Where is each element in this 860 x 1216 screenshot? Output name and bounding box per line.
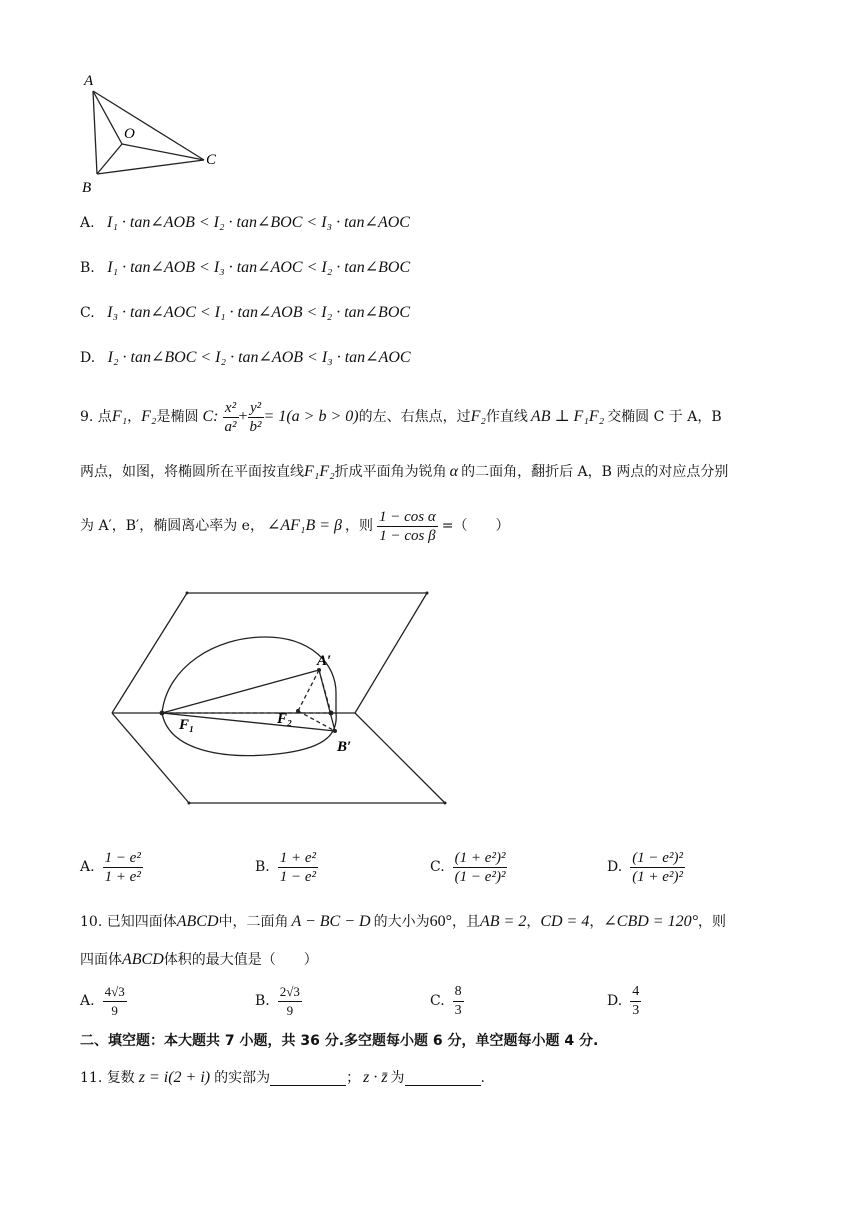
q9-line2: 两点，如图，将椭圆所在平面按直线F₁F₂折成平面角为锐角 α 的二面角，翻折后 A，B 两点的对应点分别 [80, 463, 729, 480]
q8-option-d[interactable]: D. I₂ · tan∠BOC < I₂ · tan∠AOB < I₃ · tan∠AOC [80, 349, 411, 366]
q10-option-a[interactable]: A. $\frac{4√3}{9}$ [80, 983, 125, 1018]
q10-option-c[interactable]: C. $\frac{8}{3}$ [430, 983, 462, 1018]
label-A: A [84, 73, 94, 89]
q9-line1: 9. 点 F₁ ， F₂ 是椭圆 C: $\frac{\text{x²}}{\text{a²}}$ + $\frac{\text{y²}}{\text{b²}}$ = 1(a > b > 0) 的左、右焦点，过 F₂ 作直线 AB ⊥ F₁F₂ 交椭圆 C 于 A，B [80, 399, 722, 435]
q9-line3: 为 A′，B′，椭圆离心率为 e， ∠AF₁B = β ，则 $\frac{\text{1 − cos α}}{\text{1 − cos β}}$ =（ ） [80, 508, 510, 544]
answer-blank-2[interactable] [405, 1071, 481, 1086]
q8-option-b[interactable]: B. I₁ · tan∠AOB < I₃ · tan∠AOC < I₂ · tan∠BOC [80, 259, 411, 276]
label-A-prime: A′ [317, 653, 332, 669]
q10-option-b[interactable]: B. $\frac{2√3}{9}$ [255, 983, 300, 1018]
label-B-prime: B′ [337, 739, 352, 755]
q9-option-d[interactable]: D. $\frac{\text{(1 − e²)²}}{\text{(1 + e²)²}}$ [607, 849, 683, 885]
section-heading: 二、填空题：本大题共 7 小题，共 36 分.多空题每小题 6 分，单空题每小题 4 分. [80, 1033, 599, 1049]
q9-option-b[interactable]: B. $\frac{\text{1 + e²}}{\text{1 − e²}}$ [255, 849, 317, 885]
label-F2: F₂ [277, 711, 293, 727]
q10-line1: 10. 已知四面体ABCD中，二面角 A − BC − D 的大小为60°，且AB = 2，CD = 4，∠CBD = 120°，则 [80, 913, 726, 930]
q8-option-a[interactable]: A. I₁ · tan∠AOB < I₂ · tan∠BOC < I₃ · tan∠AOC [80, 214, 410, 231]
q10-line2: 四面体ABCD体积的最大值是（ ） [80, 951, 318, 968]
folded-ellipse-figure [105, 585, 465, 815]
q9-option-a[interactable]: A. $\frac{\text{1 − e²}}{\text{1 + e²}}$ [80, 849, 141, 885]
q9-option-c[interactable]: C. $\frac{\text{(1 + e²)²}}{\text{(1 − e²)²}}$ [430, 849, 506, 885]
q8-option-c[interactable]: C. I₃ · tan∠AOC < I₁ · tan∠AOB < I₂ · tan∠BOC [80, 304, 411, 321]
q11-line: 11. 复数 z = i(2 + i) 的实部为 ； z · z̄ 为 . [80, 1069, 485, 1086]
q10-option-d[interactable]: D. $\frac{4}{3}$ [607, 983, 640, 1018]
label-C: C [206, 152, 217, 168]
label-F1: F₁ [179, 717, 195, 733]
label-B: B [82, 180, 92, 196]
answer-blank-1[interactable] [270, 1071, 346, 1086]
triangle-figure [72, 70, 232, 200]
label-O: O [124, 126, 135, 142]
